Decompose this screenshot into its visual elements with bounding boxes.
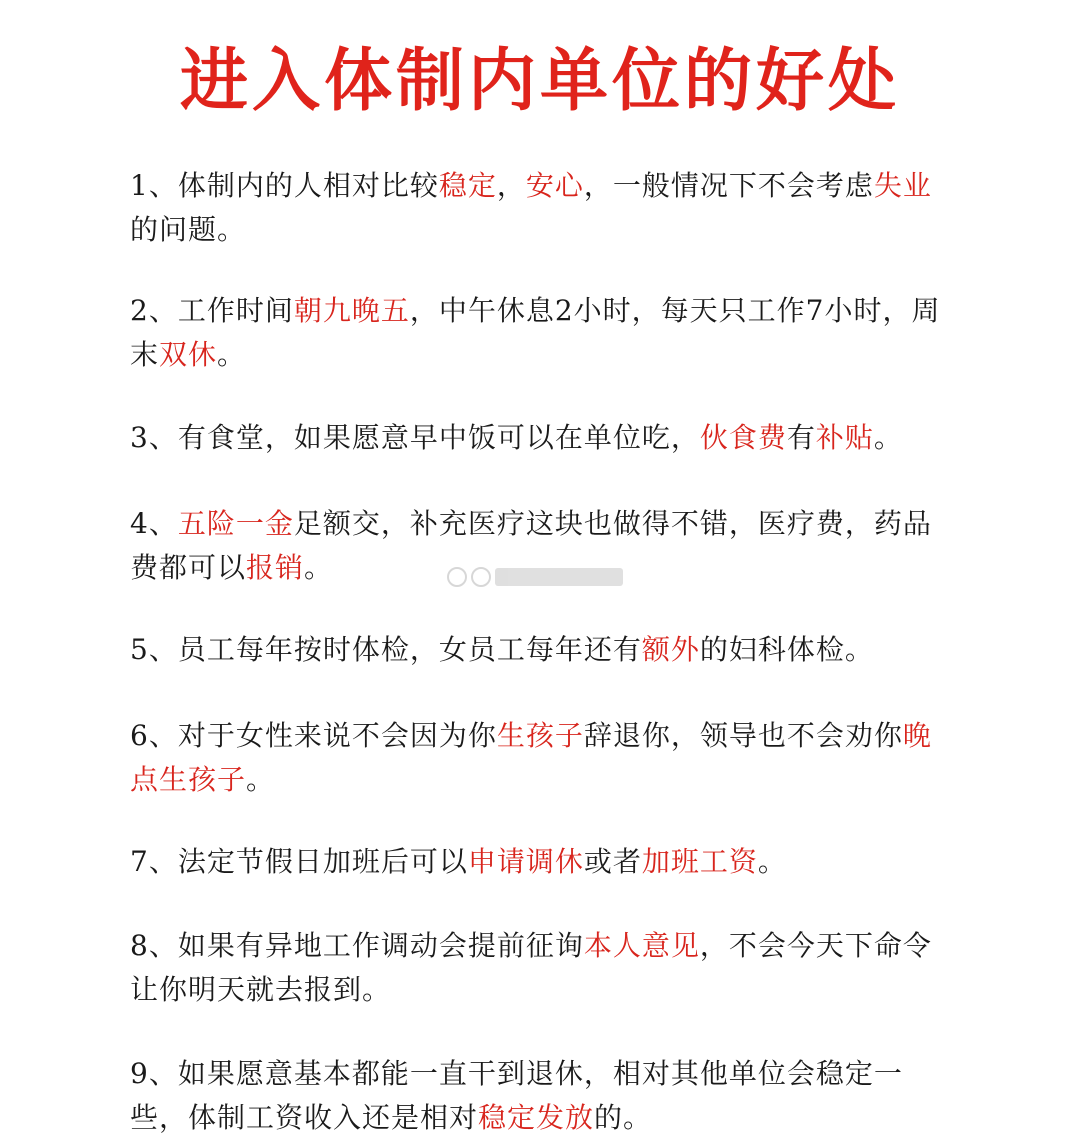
- highlight-text: 额外: [641, 633, 700, 666]
- item-text: 。: [304, 551, 334, 584]
- item-text: ，中午休息2小时，每天只工作7小时，周末: [130, 294, 941, 371]
- item-text: ，一般情况下不会考虑: [583, 169, 874, 202]
- highlight-text: 补贴: [815, 421, 874, 454]
- item-text: 5、员工每年按时体检，女员工每年还有: [130, 633, 642, 666]
- highlight-text: 五险一金: [177, 507, 294, 540]
- item-text: 的问题。: [130, 213, 247, 246]
- highlight-text: 申请调休: [467, 845, 584, 878]
- item-text: 的妇科体检。: [699, 633, 874, 666]
- item-text: 7、法定节假日加班后可以: [130, 845, 468, 878]
- watermark-logo-icon: [471, 567, 491, 587]
- benefit-item-8: [130, 924, 950, 1012]
- highlight-text: 双休: [159, 338, 218, 371]
- benefit-item-5: [130, 628, 950, 672]
- item-text: 的。: [594, 1101, 653, 1134]
- item-text: 4、: [130, 507, 178, 540]
- item-text: 9、如果愿意基本都能一直干到退休，相对其他单位会稳定一些，体制工资收入还是相对: [130, 1057, 903, 1134]
- highlight-text: 稳定发放: [478, 1101, 595, 1134]
- item-text: 辞退你，领导也不会劝你: [583, 719, 903, 752]
- item-text: 。: [757, 845, 787, 878]
- highlight-text: 安心: [525, 169, 584, 202]
- item-text: ，: [496, 169, 526, 202]
- benefit-item-3: [130, 416, 950, 460]
- highlight-text: 生孩子: [496, 719, 584, 752]
- blurred-watermark: [447, 566, 633, 588]
- highlight-text: 失业: [873, 169, 932, 202]
- highlight-text: 晚点生孩子: [130, 719, 932, 796]
- item-text: 。: [873, 421, 903, 454]
- item-text: 2、工作时间: [130, 294, 294, 327]
- item-text: 。: [217, 338, 247, 371]
- page-title: 进入体制内单位的好处: [179, 42, 900, 121]
- benefit-item-7: [130, 840, 950, 884]
- highlight-text: 伙食费: [699, 421, 787, 454]
- benefit-item-9: [130, 1052, 950, 1140]
- item-text: 3、有食堂，如果愿意早中饭可以在单位吃，: [130, 421, 700, 454]
- item-text: 。: [246, 763, 276, 796]
- benefit-item-1: [130, 164, 950, 252]
- item-text: 1、体制内的人相对比较: [130, 169, 439, 202]
- watermark-text-block: [495, 568, 623, 586]
- item-text: ，不会今天下命令让你明天就去报到。: [130, 929, 932, 1006]
- item-text: 6、对于女性来说不会因为你: [130, 719, 497, 752]
- highlight-text: 加班工资: [641, 845, 758, 878]
- watermark-logo-icon: [447, 567, 467, 587]
- item-text: 8、如果有异地工作调动会提前征询: [130, 929, 584, 962]
- item-text: 有: [786, 421, 816, 454]
- item-text: 或者: [583, 845, 642, 878]
- highlight-text: 朝九晚五: [293, 294, 410, 327]
- highlight-text: 稳定: [438, 169, 497, 202]
- benefit-item-2: [130, 289, 950, 377]
- highlight-text: 本人意见: [583, 929, 700, 962]
- item-text: 足额交，补充医疗这块也做得不错，医疗费，药品费都可以: [130, 507, 932, 584]
- highlight-text: 报销: [246, 551, 305, 584]
- benefit-item-6: [130, 714, 950, 802]
